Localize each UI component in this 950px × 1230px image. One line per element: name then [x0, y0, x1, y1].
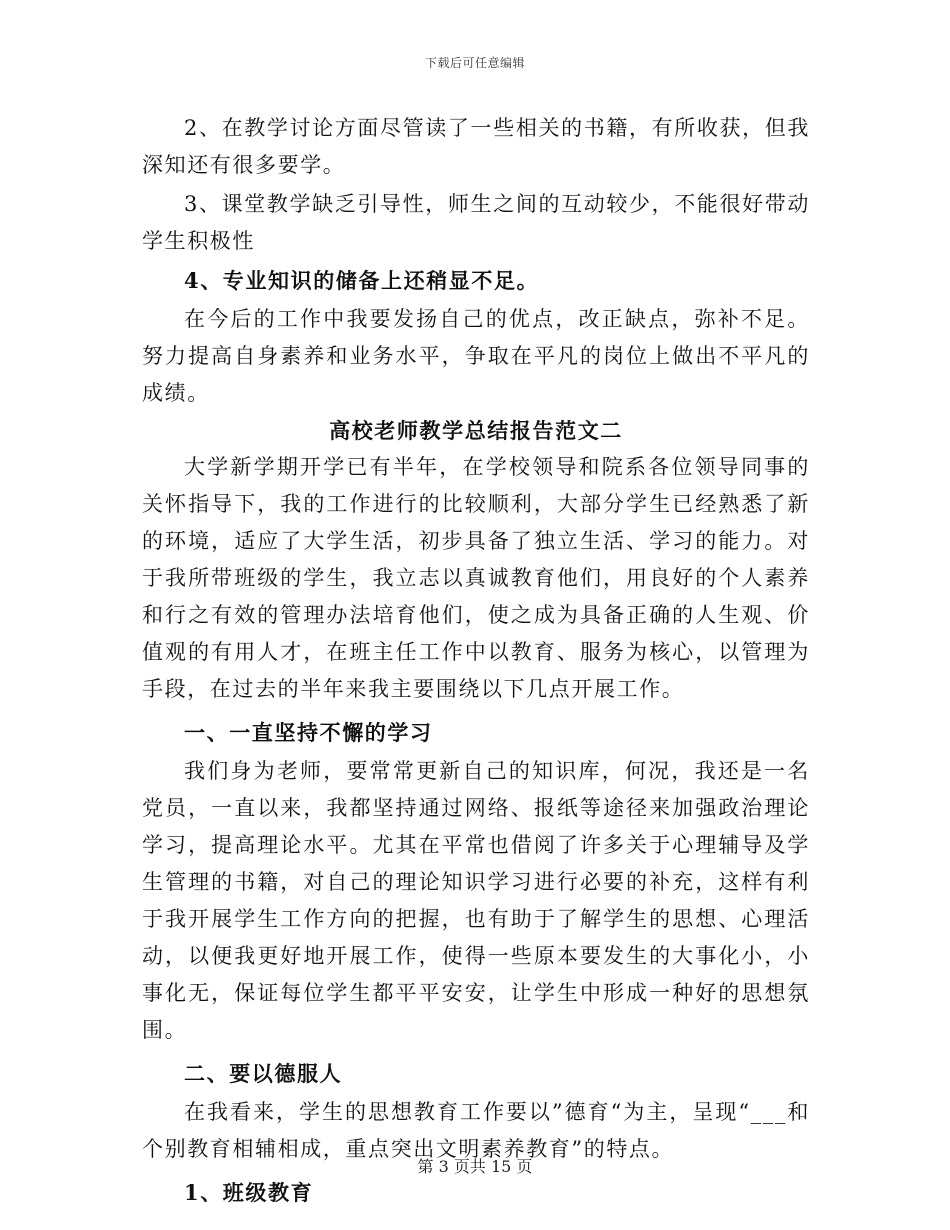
paragraph-item-3: 3、课堂教学缺乏引导性，师生之间的互动较少，不能很好带动学生积极性 [142, 192, 810, 253]
paragraph-item-4: 4、专业知识的储备上还稍显不足。 [184, 268, 540, 293]
heading-section-one: 一、一直坚持不懈的学习 [184, 720, 433, 745]
paragraph-conclusion: 在今后的工作中我要发扬自己的优点，改正缺点，弥补不足。努力提高自身素养和业务水平，争取在平凡的岗位上做出不平凡的成绩。 [142, 307, 810, 405]
paragraph-intro: 大学新学期开学已有半年，在学校领导和院系各位领导同事的关怀指导下，我的工作进行的比较顺利，大部分学生已经熟悉了新的环境，适应了大学生活，初步具备了独立生活、学习的能力。对于我所带班级的学生，我立志以真诚教育他们，用良好的个人素养和行之有效的管理办法培育他们，使之成为具备正确的人生观、价值观的有用人才，在班主任工作中以教育、服务为核心，以管理为手段，在过去的半年来我主要围绕以下几点开展工作。 [142, 455, 810, 701]
heading-section-two: 二、要以德服人 [184, 1061, 343, 1086]
page-header: 下载后可任意编辑 [424, 56, 525, 70]
page-footer: 第 3 页共 15 页 [417, 1157, 533, 1176]
section-title: 高校老师教学总结报告范文二 [329, 418, 623, 443]
heading-class-education: 1、班级教育 [184, 1180, 314, 1205]
paragraph-learning: 我们身为老师，要常常更新自己的知识库，何况，我还是一名党员，一直以来，我都坚持通过网络、报纸等途径来加强政治理论学习，提高理论水平。尤其在平常也借阅了许多关于心理辅导及学生管理的书籍，对自己的理论知识学习进行必要的补充，这样有利于我开展学生工作方向的把握，也有助于了解学生的思想、心理活动，以便我更好地开展工作，使得一些原本要发生的大事化小，小事化无，保证每位学生都平平安安，让学生中形成一种好的思想氛围。 [142, 759, 810, 1042]
paragraph-moral-education: 在我看来，学生的思想教育工作要以”德育“为主，呈现“___和个别教育相辅相成，重点突出文明素养教育”的特点。 [142, 1100, 810, 1161]
document-body [142, 110, 810, 1211]
paragraph-item-2: 2、在教学讨论方面尽管读了一些相关的书籍，有所收获，但我深知还有很多要学。 [142, 116, 810, 177]
